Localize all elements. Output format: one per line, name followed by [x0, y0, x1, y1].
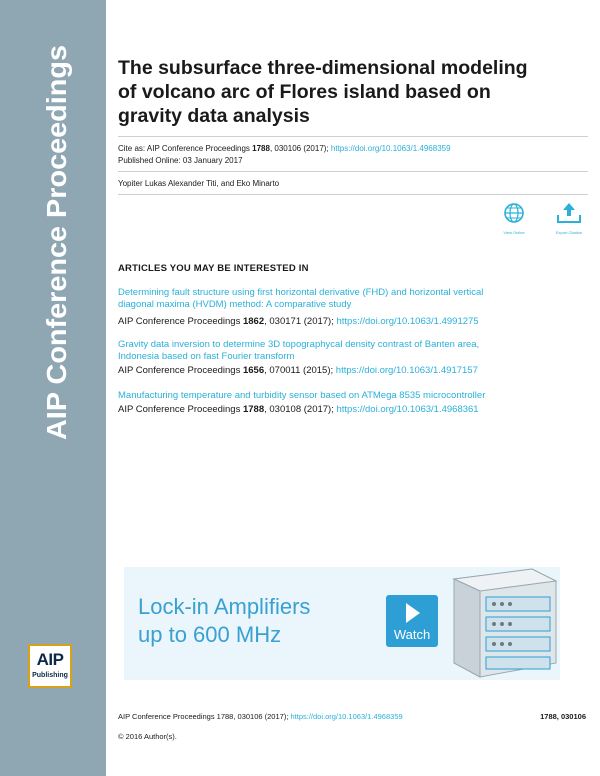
- divider: [118, 194, 588, 195]
- ref-volume: 1656: [242, 365, 265, 376]
- related-article-title-3[interactable]: [118, 390, 558, 402]
- export-citation-button[interactable]: [549, 200, 589, 240]
- paper-title-line: of volcano arc of Flores island based on: [118, 81, 491, 103]
- export-citation-label: Export Citation: [555, 230, 583, 235]
- logo-aip-text: AIP: [36, 650, 64, 669]
- paper-title-line: gravity data analysis: [118, 105, 310, 127]
- article-title-line: Manufacturing temperature and turbidity sensor based on ATMega 8535 microcontroller: [118, 390, 486, 401]
- ref-volume: 1788: [242, 404, 265, 415]
- ref-doi-link[interactable]: https://doi.org/10.1063/1.4917157: [335, 365, 478, 376]
- authors: Yopiter Lukas Alexander Titi, and Eko Minarto: [118, 179, 280, 188]
- ref-rest: , 030108 (2017);: [264, 404, 337, 415]
- related-article-ref-2: [118, 365, 478, 376]
- ref-rest: , 070011 (2015);: [264, 365, 336, 376]
- footer-doi-link[interactable]: https://doi.org/10.1063/1.4968359: [290, 712, 403, 721]
- cite-rest: , 030106 (2017);: [269, 144, 331, 153]
- published-date: Published Online: 03 January 2017: [118, 156, 243, 165]
- article-title-line: diagonal maxima (HVDM) method: A comparative study: [118, 299, 352, 310]
- paper-title-line: The subsurface three-dimensional modeling: [118, 57, 528, 79]
- ad-headline: [138, 593, 310, 649]
- instrument-rack-image: [440, 567, 560, 680]
- view-online-label: View Online: [503, 230, 525, 235]
- view-online-button[interactable]: [494, 200, 534, 240]
- logo-publishing-text: Publishing: [32, 672, 68, 679]
- copyright: © 2016 Author(s).: [118, 732, 177, 741]
- watch-label: Watch: [393, 627, 431, 642]
- article-title-line: Indonesia based on fast Fourier transform: [118, 351, 295, 362]
- watch-button[interactable]: [386, 595, 438, 647]
- article-title-line: Gravity data inversion to determine 3D topographycal density contrast of Banten area,: [118, 339, 480, 350]
- cite-prefix: Cite as: AIP Conference Proceedings: [118, 144, 253, 153]
- footer-page-ref: 1788, 030106: [540, 712, 586, 721]
- related-article-title-2[interactable]: [118, 339, 558, 363]
- ref-prefix: AIP Conference Proceedings: [118, 404, 243, 415]
- divider: [118, 171, 588, 172]
- globe-icon: [494, 200, 534, 228]
- related-articles-heading: ARTICLES YOU MAY BE INTERESTED IN: [118, 263, 309, 274]
- divider: [118, 136, 588, 137]
- ref-rest: , 030171 (2017);: [264, 316, 337, 327]
- ref-doi-link[interactable]: https://doi.org/10.1063/1.4968361: [336, 404, 479, 415]
- ad-line: Lock-in Amplifiers: [138, 594, 311, 619]
- sidebar-band: [0, 0, 106, 776]
- ref-prefix: AIP Conference Proceedings: [118, 316, 243, 327]
- cite-doi-link[interactable]: https://doi.org/10.1063/1.4968359: [330, 144, 451, 153]
- ad-banner[interactable]: [124, 567, 560, 680]
- play-icon: [386, 599, 438, 629]
- related-article-ref-3: [118, 404, 479, 415]
- ad-line: up to 600 MHz: [138, 622, 282, 647]
- footer-citation: [118, 712, 403, 721]
- aip-publishing-logo[interactable]: [28, 644, 72, 688]
- ref-prefix: AIP Conference Proceedings: [118, 365, 243, 376]
- ref-volume: 1862: [242, 316, 265, 327]
- vertical-journal-title-text: AIP Conference Proceedings: [41, 56, 72, 440]
- article-title-line: Determining fault structure using first horizontal derivative (FHD) and horizontal vertical: [118, 287, 484, 298]
- related-article-ref-1: [118, 316, 479, 327]
- footer-citation-text: AIP Conference Proceedings 1788, 030106 (2017);: [118, 712, 291, 721]
- cite-volume: 1788: [252, 144, 270, 153]
- vertical-journal-title: [0, 0, 106, 470]
- upload-tray-icon: [549, 200, 589, 228]
- related-article-title-1[interactable]: [118, 287, 558, 311]
- ref-doi-link[interactable]: https://doi.org/10.1063/1.4991275: [336, 316, 479, 327]
- cite-as: [118, 144, 451, 153]
- paper-title: [118, 56, 588, 128]
